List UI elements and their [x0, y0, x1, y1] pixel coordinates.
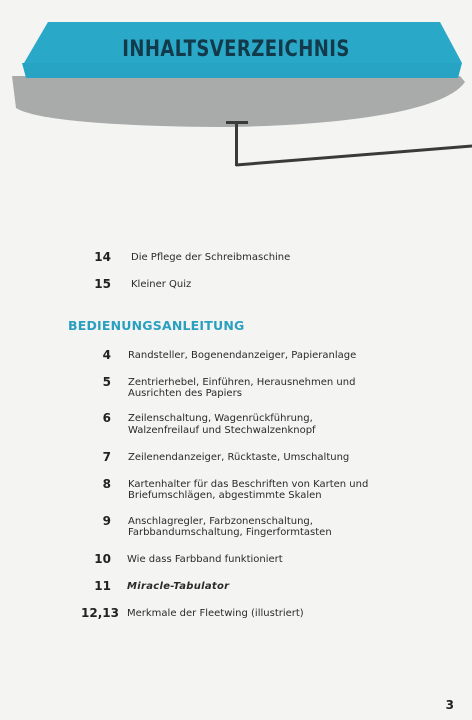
toc-entry-text-line2: Farbbandumschaltung, Fingerformtasten — [128, 527, 332, 538]
page-number: 3 — [445, 698, 454, 712]
header-illustration — [0, 0, 472, 180]
toc-entry-text-line2: Briefumschlägen, abgestimmte Skalen — [128, 490, 322, 501]
toc-entry-text-line1: Zeilenschaltung, Wagenrückführung, — [128, 413, 313, 424]
toc-entry-text-line2: Ausrichten des Papiers — [128, 388, 242, 399]
toc-entry-number: 5 — [102, 375, 111, 389]
toc-entry-text-line2: Walzenfreilauf und Stechwalzenknopf — [128, 425, 316, 436]
toc-entry-number: 10 — [94, 552, 111, 566]
toc-entry-number: 8 — [102, 477, 111, 491]
toc-entry-text-line1: Zentrierhebel, Einführen, Herausnehmen und — [128, 377, 356, 388]
connector-vertical — [235, 121, 238, 166]
toc-entry-number: 4 — [102, 348, 111, 362]
gray-base-shape — [12, 76, 465, 127]
toc-entry-number: 6 — [102, 411, 111, 425]
toc-entry-text: Miracle-Tabulator — [127, 581, 230, 592]
toc-entry-text-line1: Anschlagregler, Farbzonenschaltung, — [128, 516, 313, 527]
connector-diagonal — [236, 146, 472, 165]
toc-entry-text: Zeilenendanzeiger, Rücktaste, Umschaltung — [128, 452, 350, 463]
toc-entry-number: 15 — [94, 277, 111, 291]
toc-entry-number: 11 — [94, 579, 111, 593]
toc-entry-number: 9 — [102, 514, 111, 528]
toc-entry-text: Randsteller, Bogenendanzeiger, Papieranlage — [128, 350, 357, 361]
toc-entry-text-line1: Kartenhalter für das Beschriften von Karten und — [128, 479, 369, 490]
toc-entry-number: 12,13 — [81, 606, 119, 620]
cyan-banner-bottom — [22, 63, 462, 78]
toc-entry-number: 7 — [102, 450, 111, 464]
toc-entry-text: Kleiner Quiz — [131, 279, 192, 290]
toc-entry-text: Wie dass Farbband funktioniert — [127, 554, 283, 565]
toc-entry-text: Merkmale der Fleetwing (illustriert) — [127, 608, 304, 619]
toc-entry-text: Die Pflege der Schreibmaschine — [131, 252, 291, 263]
section-heading: BEDIENUNGSANLEITUNG — [68, 318, 245, 333]
toc-entry-number: 14 — [94, 250, 111, 264]
page-title: INHALTSVERZEICHNIS — [122, 37, 350, 62]
